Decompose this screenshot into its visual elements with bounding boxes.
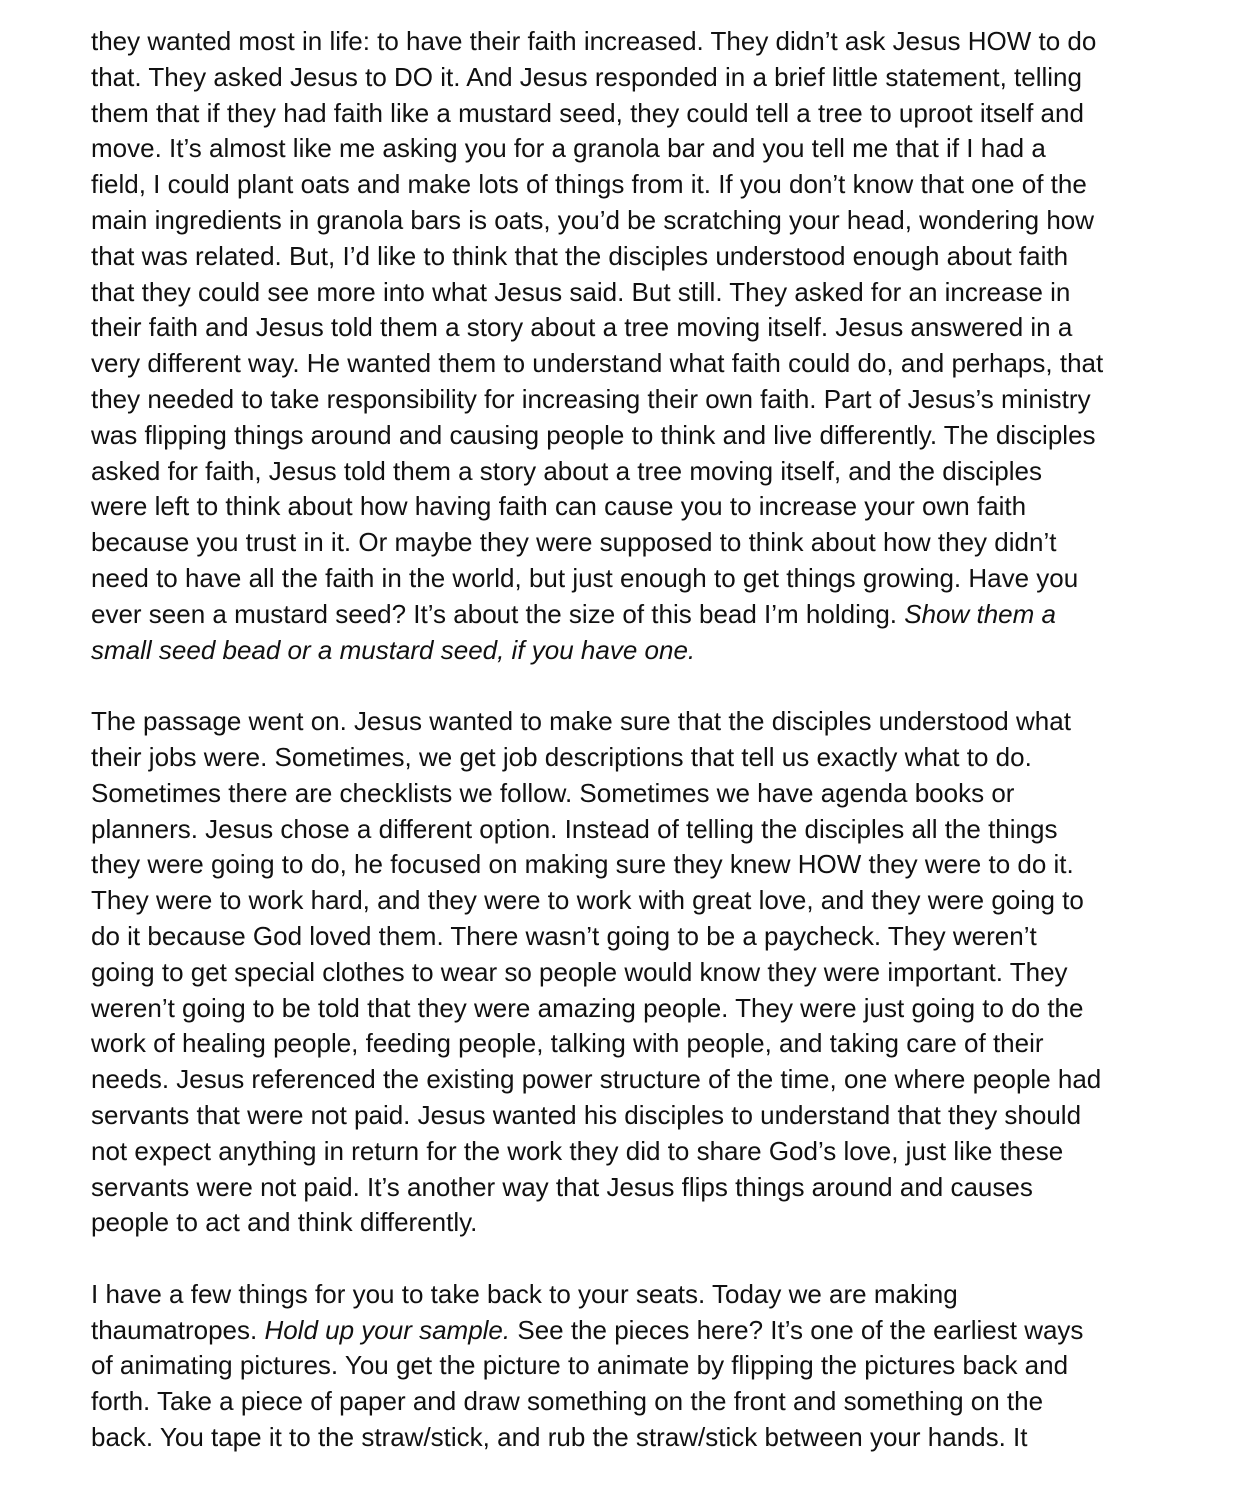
document-page bbox=[91, 24, 1171, 1492]
text-line: because you trust in it. Or maybe they were supposed to think about how they didn’t bbox=[91, 527, 1057, 558]
text-line: needs. Jesus referenced the existing power structure of the time, one where people had bbox=[91, 1064, 1102, 1095]
text-line bbox=[91, 633, 1171, 669]
text-line: thaumatropes. Hold up your sample. See the pieces here? It’s one of the earliest ways bbox=[91, 1314, 1084, 1345]
text-line: their jobs were. Sometimes, we get job descriptions that tell us exactly what to do. bbox=[91, 741, 1032, 772]
stage-direction: Hold up your sample. bbox=[264, 1314, 511, 1345]
text-line: need to have all the faith in the world, but just enough to get things growing. Have you bbox=[91, 562, 1079, 593]
text-line: planners. Jesus chose a different option. Instead of telling the disciples all the things bbox=[91, 813, 1058, 844]
text-line: forth. Take a piece of paper and draw something on the front and something on the bbox=[91, 1386, 1044, 1417]
text-line: they needed to take responsibility for increasing their own faith. Part of Jesus’s ministry bbox=[91, 383, 1091, 414]
text-line: was flipping things around and causing people to think and live differently. The disciples bbox=[91, 419, 1096, 450]
text-line: I have a few things for you to take back to your seats. Today we are making bbox=[91, 1278, 958, 1309]
text-line: them that if they had faith like a mustard seed, they could tell a tree to uproot itself and bbox=[91, 97, 1084, 128]
text-line: going to get special clothes to wear so people would know they were important. They bbox=[91, 956, 1068, 987]
stage-direction: Show them a bbox=[904, 598, 1056, 629]
text-line: move. It’s almost like me asking you for a granola bar and you tell me that if I had a bbox=[91, 133, 1046, 164]
paragraph-faith-mustard-seed bbox=[91, 24, 1171, 668]
text-line: Sometimes there are checklists we follow. Sometimes we have agenda books or bbox=[91, 777, 1015, 808]
text-line: they wanted most in life: to have their faith increased. They didn’t ask Jesus HOW to do bbox=[91, 26, 1097, 56]
text-line: not expect anything in return for the work they did to share God’s love, just like these bbox=[91, 1135, 1064, 1166]
stage-direction: small seed bead or a mustard seed, if you have one. bbox=[91, 634, 696, 665]
text-line: that was related. But, I’d like to think that the disciples understood enough about faith bbox=[91, 240, 1069, 271]
text-line: back. You tape it to the straw/stick, and rub the straw/stick between your hands. It bbox=[91, 1422, 1028, 1453]
text-line: work of healing people, feeding people, talking with people, and taking care of their bbox=[91, 1028, 1044, 1059]
text-line: The passage went on. Jesus wanted to make sure that the disciples understood what bbox=[91, 706, 1071, 737]
paragraph-servants-work bbox=[91, 704, 1171, 1241]
text-line: They were to work hard, and they were to work with great love, and they were going to bbox=[91, 885, 1084, 916]
text-line: that. They asked Jesus to DO it. And Jesus responded in a brief little statement, telling bbox=[91, 61, 1082, 92]
text-line: they were going to do, he focused on making sure they knew HOW they were to do it. bbox=[91, 849, 1074, 880]
text-line: were left to think about how having faith can cause you to increase your own faith bbox=[91, 491, 1027, 522]
text-line: that they could see more into what Jesus said. But still. They asked for an increase in bbox=[91, 276, 1071, 307]
text-line: field, I could plant oats and make lots of things from it. If you don’t know that one of the bbox=[91, 169, 1087, 200]
text-line: servants were not paid. It’s another way that Jesus flips things around and causes bbox=[91, 1171, 1033, 1202]
text-line: asked for faith, Jesus told them a story about a tree moving itself, and the disciples bbox=[91, 455, 1042, 486]
text-line: very different way. He wanted them to understand what faith could do, and perhaps, that bbox=[91, 348, 1104, 379]
text-line: their faith and Jesus told them a story about a tree moving itself. Jesus answered in a bbox=[91, 312, 1073, 343]
text-line: main ingredients in granola bars is oats, you’d be scratching your head, wondering how bbox=[91, 204, 1095, 235]
text-line: of animating pictures. You get the picture to animate by flipping the pictures back and bbox=[91, 1350, 1069, 1381]
paragraph-thaumatropes bbox=[91, 1277, 1171, 1456]
text-line: weren’t going to be told that they were amazing people. They were just going to do the bbox=[91, 992, 1084, 1023]
text-line: do it because God loved them. There wasn’t going to be a paycheck. They weren’t bbox=[91, 920, 1037, 951]
text-line: servants that were not paid. Jesus wanted his disciples to understand that they should bbox=[91, 1099, 1082, 1130]
text-line: people to act and think differently. bbox=[91, 1207, 478, 1238]
text-line: ever seen a mustard seed? It’s about the size of this bead I’m holding. Show them a bbox=[91, 598, 1056, 629]
